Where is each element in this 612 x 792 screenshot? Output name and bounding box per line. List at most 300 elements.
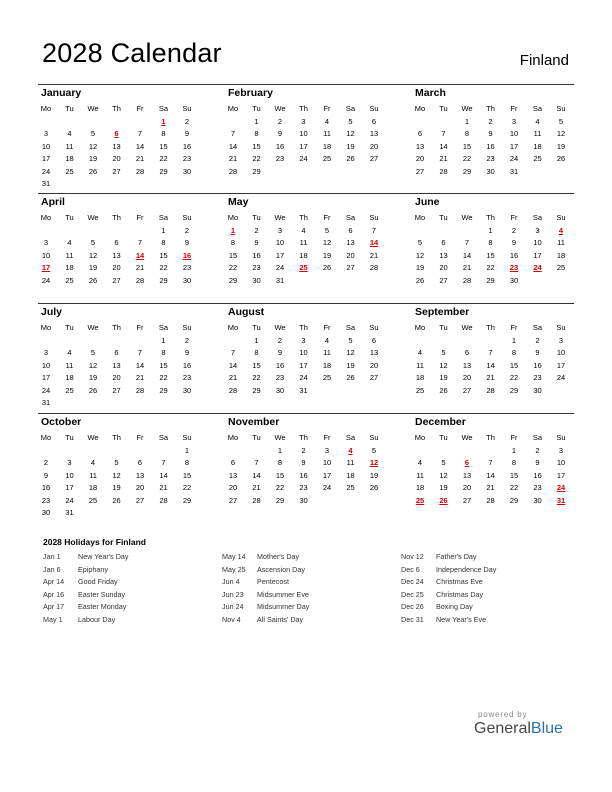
month-name: November: [228, 416, 280, 428]
calendar-day: 7: [137, 238, 143, 248]
calendar-day: 13: [112, 141, 121, 151]
calendar-day: 13: [462, 470, 472, 480]
weekday-header: Fr: [136, 433, 144, 442]
calendar-day: 8: [184, 458, 190, 468]
calendar-day: 12: [322, 238, 332, 248]
calendar-day: 8: [488, 238, 493, 248]
holiday-date: 26: [439, 495, 448, 505]
calendar-day: 6: [114, 238, 119, 248]
calendar-day: 2: [511, 226, 517, 235]
calendar-day: 13: [369, 129, 379, 139]
weekday-header: We: [87, 323, 99, 332]
calendar-day: 7: [161, 458, 166, 468]
calendar-day: 11: [299, 238, 308, 248]
calendar-day: 3: [301, 336, 306, 345]
calendar-day: 19: [88, 263, 98, 273]
calendar-day: 25: [65, 385, 74, 395]
calendar-day: 14: [439, 141, 448, 151]
holiday-date: 31: [556, 495, 566, 505]
weekday-header: Sa: [532, 104, 543, 113]
calendar-day: 15: [275, 470, 285, 480]
calendar-day: 10: [322, 458, 332, 468]
calendar-day: 23: [533, 373, 542, 383]
weekday-header: We: [461, 213, 473, 222]
calendar-day: 25: [65, 275, 74, 285]
calendar-day: 9: [43, 470, 49, 480]
weekday-header: Su: [369, 213, 379, 222]
calendar-day: 28: [135, 275, 145, 285]
calendar-day: 21: [159, 483, 168, 493]
calendar-day: 4: [67, 238, 72, 248]
calendar-day: 12: [439, 360, 448, 370]
calendar-day: 22: [159, 263, 168, 273]
calendar-day: 12: [346, 348, 355, 358]
holiday-date: 16: [182, 250, 192, 260]
calendar-day: 10: [41, 360, 51, 370]
calendar-day: 30: [275, 385, 285, 395]
calendar-day: 9: [301, 458, 306, 468]
weekday-header: Th: [112, 213, 121, 222]
calendar-day: 7: [137, 348, 143, 358]
calendar-day: 22: [509, 483, 519, 493]
month-june: [412, 193, 578, 301]
calendar-day: 7: [230, 129, 236, 139]
holiday-date: 24: [556, 483, 566, 493]
calendar-day: 30: [41, 508, 51, 517]
calendar-day: 9: [535, 458, 540, 468]
calendar-day: 19: [88, 373, 98, 383]
calendar-day: 7: [441, 129, 446, 139]
calendar-day: 23: [252, 263, 261, 273]
weekday-header: Fr: [323, 323, 331, 332]
calendar-day: 31: [65, 508, 74, 517]
calendar-day: 4: [417, 348, 423, 358]
calendar-day: 8: [277, 458, 283, 468]
calendar-day: 15: [462, 141, 472, 151]
weekday-header: Sa: [158, 213, 169, 222]
calendar-day: 29: [159, 275, 168, 285]
calendar-day: 4: [324, 336, 330, 345]
calendar-day: 5: [114, 458, 119, 468]
calendar-day: 7: [137, 129, 143, 139]
calendar-day: 6: [441, 238, 446, 248]
calendar-day: 6: [371, 336, 377, 345]
calendar-day: 9: [488, 129, 493, 139]
calendar-day: 27: [369, 373, 379, 383]
weekday-header: Tu: [65, 323, 74, 332]
calendar-day: 21: [486, 483, 495, 493]
calendar-day: 31: [299, 385, 308, 395]
calendar-day: 29: [275, 495, 285, 505]
calendar-day: 23: [533, 483, 542, 493]
calendar-day: 1: [488, 226, 493, 235]
weekday-header: Tu: [439, 213, 448, 222]
weekday-header: Fr: [510, 213, 518, 222]
calendar-day: 2: [184, 117, 190, 126]
calendar-day: 5: [348, 336, 353, 345]
calendar-day: 13: [228, 470, 238, 480]
calendar-day: 9: [254, 238, 259, 248]
calendar-day: 9: [184, 129, 190, 139]
calendar-day: 30: [299, 495, 308, 505]
calendar-day: 15: [486, 250, 495, 260]
calendar-day: 22: [275, 483, 285, 493]
calendar-day: 29: [252, 385, 261, 395]
month-name: April: [41, 196, 65, 208]
calendar-day: 2: [488, 117, 493, 126]
holiday-date-label: Jun 24: [222, 602, 244, 611]
calendar-day: 12: [88, 360, 98, 370]
calendar-day: 27: [112, 385, 121, 395]
calendar-day: 28: [486, 495, 495, 505]
holiday-date-label: Nov 4: [222, 614, 241, 624]
calendar-day: 21: [486, 373, 495, 383]
holiday-name-label: Mother's Day: [257, 552, 300, 561]
holiday-name-label: Boxing Day: [436, 602, 473, 611]
weekday-header: Su: [556, 104, 566, 113]
calendar-day: 27: [439, 275, 448, 285]
holiday-date-label: Dec 6: [401, 564, 420, 574]
calendar-day: 19: [369, 470, 379, 480]
calendar-day: 2: [43, 458, 49, 468]
month-july: [38, 303, 204, 411]
calendar-day: 16: [252, 250, 261, 260]
calendar-day: 8: [254, 348, 259, 358]
calendar-day: 7: [371, 226, 377, 235]
month-december: [412, 413, 578, 521]
calendar-day: 29: [228, 275, 238, 285]
calendar-day: 22: [182, 483, 192, 493]
calendar-day: 16: [275, 360, 285, 370]
month-name: May: [228, 196, 249, 208]
calendar-day: 22: [159, 154, 168, 164]
calendar-day: 21: [135, 373, 145, 383]
calendar-day: 2: [184, 226, 190, 235]
calendar-day: 18: [533, 141, 542, 151]
calendar-day: 26: [346, 154, 355, 164]
calendar-day: 5: [441, 348, 446, 358]
calendar-day: 3: [43, 129, 49, 139]
calendar-day: 3: [67, 458, 72, 468]
calendar-day: 16: [486, 141, 495, 151]
calendar-day: 30: [533, 385, 542, 395]
calendar-day: 18: [346, 470, 355, 480]
calendar-day: 7: [230, 348, 236, 358]
holiday-date-label: May 14: [222, 552, 246, 561]
calendar-day: 14: [486, 470, 495, 480]
calendar-day: 5: [90, 348, 96, 358]
calendar-day: 13: [346, 238, 355, 248]
month-name: September: [415, 306, 470, 318]
calendar-day: 22: [486, 263, 495, 273]
weekday-header: We: [461, 433, 473, 442]
calendar-day: 9: [277, 129, 283, 139]
calendar-day: 26: [369, 483, 379, 493]
calendar-day: 3: [43, 238, 49, 248]
month-name: February: [228, 87, 273, 99]
calendar-day: 4: [324, 117, 330, 126]
holiday-date: 23: [509, 263, 519, 273]
calendar-day: 13: [112, 250, 121, 260]
calendar-day: 3: [535, 226, 540, 235]
holiday-name-label: Epiphany: [78, 564, 108, 574]
calendar-day: 19: [556, 141, 566, 151]
calendar-day: 13: [369, 348, 379, 358]
calendar-day: 8: [464, 129, 470, 139]
calendar-day: 26: [556, 154, 566, 164]
calendar-day: 25: [322, 154, 332, 164]
holiday-name-label: New Year's Eve: [436, 614, 487, 624]
weekday-header: Su: [556, 213, 566, 222]
weekday-header: Su: [182, 213, 192, 222]
calendar-day: 3: [324, 446, 330, 455]
calendar-day: 19: [415, 263, 425, 273]
weekday-header: We: [87, 213, 99, 222]
weekday-header: Sa: [345, 213, 356, 222]
calendar-day: 26: [88, 385, 98, 395]
calendar-day: 16: [41, 483, 51, 493]
calendar-day: 24: [41, 166, 51, 176]
calendar-day: 11: [416, 470, 424, 480]
calendar-day: 28: [252, 495, 261, 505]
holiday-name-label: Ascension Day: [257, 564, 305, 574]
calendar-day: 19: [88, 154, 98, 164]
holiday-name-label: Pentecost: [257, 577, 289, 586]
calendar-day: 8: [511, 458, 517, 468]
weekday-header: Tu: [252, 104, 261, 113]
calendar-day: 14: [252, 470, 261, 480]
calendar-day: 23: [275, 154, 285, 164]
holiday-date-label: May 25: [222, 564, 246, 574]
weekday-header: Tu: [439, 104, 448, 113]
holiday-name-label: Father's Day: [436, 552, 477, 561]
month-name: July: [41, 306, 63, 318]
calendar-day: 26: [322, 263, 332, 273]
calendar-day: 14: [486, 360, 495, 370]
calendar-day: 28: [486, 385, 495, 395]
calendar-day: 27: [415, 166, 425, 176]
brand-logo: [474, 720, 563, 738]
calendar-day: 4: [417, 458, 423, 468]
calendar-day: 18: [299, 250, 308, 260]
calendar-day: 27: [346, 263, 355, 273]
calendar-day: 21: [228, 154, 238, 164]
calendar-day: 22: [509, 373, 519, 383]
calendar-day: 11: [323, 348, 331, 358]
calendar-day: 10: [509, 129, 519, 139]
calendar-day: 22: [252, 154, 261, 164]
calendar-day: 10: [41, 250, 51, 260]
calendar-day: 4: [67, 348, 72, 358]
calendar-day: 8: [161, 238, 166, 248]
calendar-day: 18: [322, 141, 332, 151]
calendar-day: 1: [254, 336, 259, 345]
weekday-header: Fr: [323, 104, 331, 113]
calendar-day: 11: [65, 250, 74, 260]
calendar-day: 13: [112, 360, 121, 370]
weekday-header: Mo: [40, 104, 52, 113]
weekday-header: Mo: [414, 433, 426, 442]
powered-by-text: powered by: [478, 710, 528, 719]
holiday-date-label: Jan 1: [43, 552, 61, 561]
calendar-day: 18: [415, 483, 425, 493]
calendar-day: 11: [89, 470, 97, 480]
weekday-header: Fr: [323, 433, 331, 442]
weekday-header: Su: [182, 104, 192, 113]
calendar-day: 28: [228, 385, 238, 395]
calendar-day: 6: [348, 226, 353, 235]
calendar-day: 21: [252, 483, 261, 493]
weekday-header: We: [274, 433, 286, 442]
calendar-day: 25: [533, 154, 542, 164]
calendar-day: 29: [159, 385, 168, 395]
weekday-header: Mo: [414, 323, 426, 332]
calendar-day: 20: [439, 263, 448, 273]
calendar-day: 17: [41, 154, 51, 164]
calendar-day: 5: [90, 129, 96, 139]
calendar-day: 8: [161, 348, 166, 358]
holiday-name-label: Labour Day: [78, 614, 116, 624]
calendar-day: 18: [415, 373, 425, 383]
holiday-date: 1: [161, 117, 166, 126]
holidays-heading: 2028 Holidays for Finland: [43, 537, 146, 547]
calendar-day: 12: [415, 250, 425, 260]
weekday-header: Th: [299, 104, 308, 113]
calendar-day: 26: [88, 166, 98, 176]
calendar-day: 19: [439, 373, 448, 383]
calendar-day: 4: [67, 129, 72, 139]
calendar-day: 12: [88, 141, 98, 151]
calendar-day: 17: [299, 141, 308, 151]
page-title: 2028 Calendar: [42, 38, 222, 68]
weekday-header: Sa: [158, 323, 169, 332]
calendar-day: 15: [182, 470, 192, 480]
weekday-header: Th: [486, 104, 495, 113]
weekday-header: Th: [486, 433, 495, 442]
month-name: August: [228, 306, 265, 318]
month-name: December: [415, 416, 466, 428]
calendar-day: 22: [228, 263, 238, 273]
weekday-header: Th: [486, 213, 495, 222]
holiday-date: 14: [135, 250, 145, 260]
calendar-day: 29: [182, 495, 192, 505]
holiday-date-label: Jun 23: [222, 589, 244, 599]
weekday-header: Sa: [532, 433, 543, 442]
calendar-day: 22: [159, 373, 168, 383]
weekday-header: Th: [299, 213, 308, 222]
calendar-day: 16: [509, 250, 519, 260]
weekday-header: Mo: [414, 213, 426, 222]
weekday-header: Tu: [252, 433, 261, 442]
weekday-header: Fr: [136, 213, 144, 222]
calendar-day: 24: [299, 154, 308, 164]
calendar-day: 24: [41, 275, 51, 285]
weekday-header: We: [461, 104, 473, 113]
calendar-day: 21: [228, 373, 238, 383]
calendar-day: 1: [254, 117, 259, 126]
calendar-day: 18: [88, 483, 98, 493]
calendar-day: 14: [159, 470, 168, 480]
calendar-day: 20: [112, 263, 121, 273]
calendar-day: 10: [299, 348, 308, 358]
month-august: [225, 303, 391, 411]
calendar-day: 21: [439, 154, 448, 164]
calendar-day: 15: [252, 141, 261, 151]
calendar-day: 20: [112, 154, 121, 164]
calendar-day: 15: [509, 470, 519, 480]
calendar-day: 26: [112, 495, 121, 505]
holiday-date-label: Dec 25: [401, 589, 424, 599]
calendar-day: 20: [415, 154, 425, 164]
weekday-header: Th: [299, 433, 308, 442]
calendar-day: 1: [277, 446, 283, 455]
calendar-day: 31: [275, 275, 285, 285]
calendar-day: 27: [135, 495, 145, 505]
weekday-header: We: [274, 213, 286, 222]
calendar-day: 1: [161, 336, 166, 345]
calendar-day: 13: [439, 250, 448, 260]
calendar-day: 5: [417, 238, 423, 248]
calendar-day: 14: [135, 360, 145, 370]
calendar-day: 17: [41, 373, 51, 383]
calendar-day: 29: [159, 166, 168, 176]
calendar-day: 20: [346, 250, 355, 260]
calendar-day: 7: [488, 458, 493, 468]
calendar-day: 1: [464, 117, 470, 126]
calendar-day: 30: [486, 166, 495, 176]
weekday-header: Th: [112, 104, 121, 113]
calendar-day: 29: [509, 495, 519, 505]
month-name: October: [41, 416, 82, 428]
holiday-name-label: Midsummer Day: [257, 602, 310, 611]
holiday-name-label: Good Friday: [78, 577, 118, 586]
calendar-day: 12: [88, 250, 98, 260]
calendar-day: 1: [511, 336, 517, 345]
calendar-day: 15: [509, 360, 519, 370]
calendar-day: 23: [182, 373, 192, 383]
weekday-header: Sa: [345, 323, 356, 332]
calendar-day: 30: [182, 166, 192, 176]
calendar-day: 11: [65, 141, 74, 151]
calendar-day: 10: [533, 238, 542, 248]
calendar-day: 30: [509, 275, 519, 285]
calendar-day: 8: [161, 129, 166, 139]
calendar-day: 5: [558, 117, 564, 126]
calendar-day: 17: [322, 470, 332, 480]
calendar-day: 17: [533, 250, 542, 260]
calendar-day: 30: [252, 275, 261, 285]
calendar-day: 15: [228, 250, 238, 260]
calendar-day: 17: [509, 141, 519, 151]
calendar-day: 8: [511, 348, 517, 358]
holiday-name-label: Christmas Eve: [436, 577, 483, 586]
calendar-day: 27: [112, 166, 121, 176]
calendar-day: 27: [369, 154, 379, 164]
weekday-header: Su: [556, 323, 566, 332]
calendar-day: 28: [135, 385, 145, 395]
month-march: [412, 84, 578, 192]
month-february: [225, 84, 391, 192]
calendar-day: 23: [275, 373, 285, 383]
calendar-day: 3: [511, 117, 517, 126]
calendar-day: 10: [41, 141, 51, 151]
calendar-day: 23: [182, 154, 192, 164]
weekday-header: Tu: [439, 433, 448, 442]
calendar-day: 7: [488, 348, 493, 358]
calendar-day: 12: [346, 129, 355, 139]
calendar-day: 24: [509, 154, 519, 164]
calendar-day: 15: [252, 360, 261, 370]
